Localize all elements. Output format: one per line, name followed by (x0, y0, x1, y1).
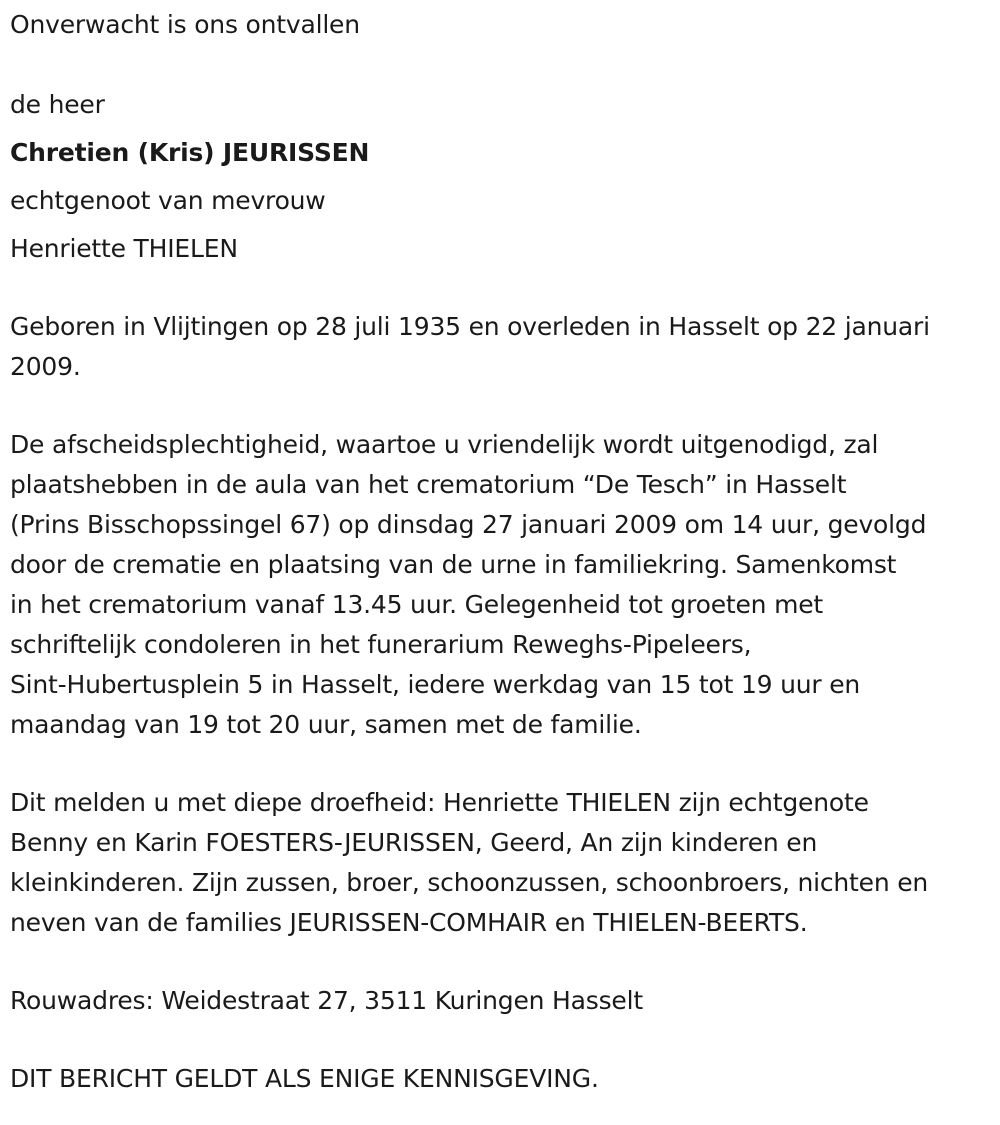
paragraph-line: Benny en Karin FOESTERS-JEURISSEN, Geerd, An zijn kinderen en (10, 828, 818, 857)
birth-death-paragraph (10, 307, 990, 387)
paragraph-line: schriftelijk condoleren in het funerarium Reweghs-Pipeleers, (10, 630, 752, 659)
closing-paragraph (10, 1059, 990, 1099)
spouse-intro: echtgenoot van mevrouw (10, 186, 326, 215)
honorific: de heer (10, 90, 105, 119)
opening-line: Onverwacht is ons ontvallen (10, 10, 360, 39)
paragraph-line: De afscheidsplechtigheid, waartoe u vriendelijk wordt uitgenodigd, zal (10, 430, 879, 459)
paragraph-line: neven van de families JEURISSEN-COMHAIR en THIELEN-BEERTS. (10, 908, 808, 937)
death-notice (0, 5, 1000, 1125)
paragraph-line: door de crematie en plaatsing van de urne in familiekring. Samenkomst (10, 550, 897, 579)
paragraph-line: maandag van 19 tot 20 uur, samen met de familie. (10, 710, 642, 739)
paragraph-line: Dit melden u met diepe droefheid: Henriette THIELEN zijn echtgenote (10, 788, 869, 817)
deceased-name: Chretien (Kris) JEURISSEN (10, 138, 370, 167)
mourning-address: Rouwadres: Weidestraat 27, 3511 Kuringen Hasselt (10, 986, 643, 1015)
paragraph-line: (Prins Bisschopssingel 67) op dinsdag 27 januari 2009 om 14 uur, gevolgd (10, 510, 927, 539)
spouse-name: Henriette THIELEN (10, 234, 238, 263)
ceremony-paragraph (10, 425, 990, 745)
paragraph-line: in het crematorium vanaf 13.45 uur. Gelegenheid tot groeten met (10, 590, 824, 619)
paragraph-line: 2009. (10, 352, 81, 381)
paragraph-line: plaatshebben in de aula van het crematorium “De Tesch” in Hasselt (10, 470, 847, 499)
paragraph-line: kleinkinderen. Zijn zussen, broer, schoonzussen, schoonbroers, nichten en (10, 868, 929, 897)
address-paragraph (10, 981, 990, 1021)
closing-statement: DIT BERICHT GELDT ALS ENIGE KENNISGEVING. (10, 1064, 599, 1093)
paragraph-line: Geboren in Vlijtingen op 28 juli 1935 en overleden in Hasselt op 22 januari (10, 312, 930, 341)
paragraph-line: Sint-Hubertusplein 5 in Hasselt, iedere werkdag van 15 tot 19 uur en (10, 670, 861, 699)
family-paragraph (10, 783, 990, 943)
